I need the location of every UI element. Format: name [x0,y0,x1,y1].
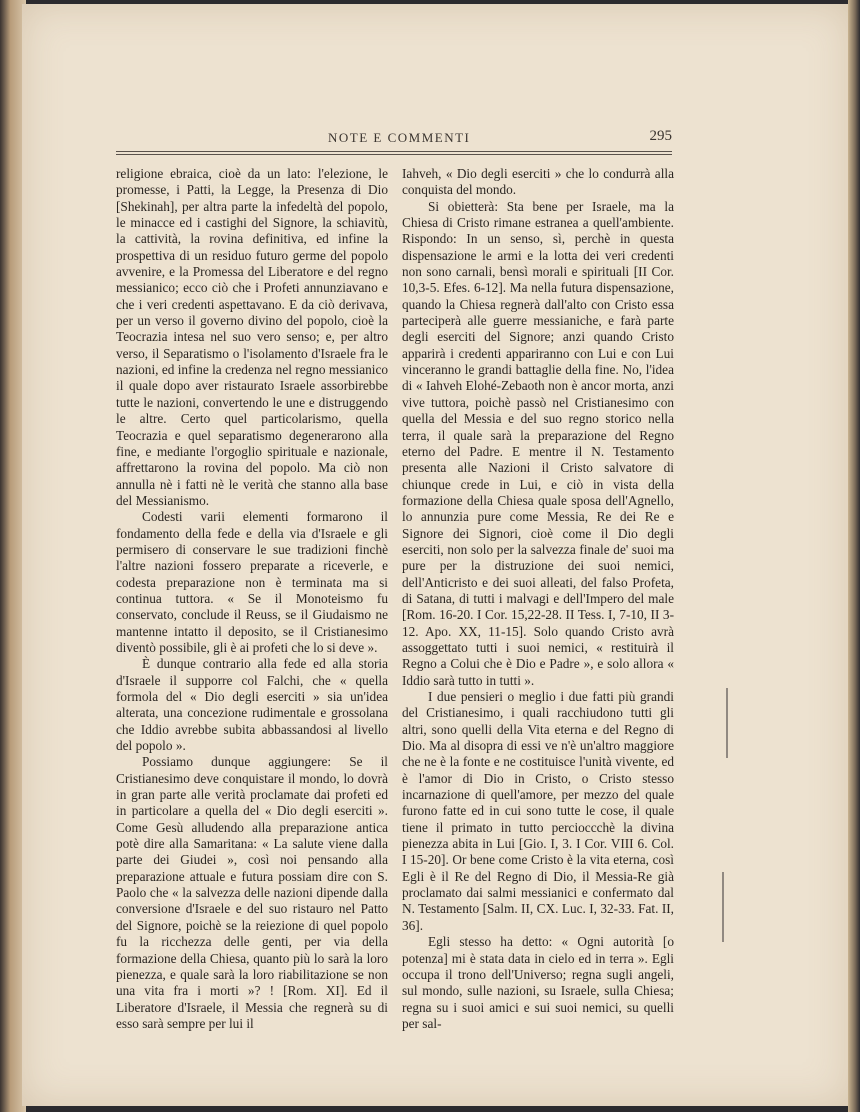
paragraph: È dunque contrario alla fede ed alla storia d'Israele il supporre col Falchi, che « quella formola del « Dio degli eserciti » sia un'idea alterata, una concezione rudimentale e grossolana che Iddio avrebbe subita abbassandosi al livello del popolo ». [116,656,388,754]
running-head [116,128,672,150]
paragraph: Possiamo dunque aggiungere: Se il Cristianesimo deve conquistare il mondo, lo dovrà in gran parte alle verità proclamate dai profeti ed in particolare a quella del « Dio degli eserciti ». Come Gesù alludendo alla preparazione antica potè dire alla Samaritana: « La salute viene dalla parte dei Giudei », così noi pensando alla preparazione attuale e futura possiam dire con S. Paolo che « la salvezza delle nazioni dipende dalla conversione d'Israele e del suo ristauro nel Patto del Signore, poichè se la reiezione di quel popolo fu la ricchezza delle genti, per via della formazione della Chiesa, quanto più lo sarà la loro pienezza, e quale sarà la loro riabilitazione se non una vita fra i morti »? ! [Rom. XI]. Ed il Liberatore d'Israele, il Messia che regnerà su di esso sarà sempre per lui il [116,754,388,1031]
paragraph: Egli stesso ha detto: « Ogni autorità [o potenza] mi è stata data in cielo ed in terra ». Egli occupa il trono dell'Universo; regna sugli angeli, sul mondo, sulle nazioni, su Israele, sulla Chiesa; regna su i suoi amici e sui suoi nemici, su quelli per sal- [402,934,674,1031]
paragraph: Codesti varii elementi formarono il fondamento della fede e della via d'Israele e gli permisero di conservare le sue tradizioni finchè l'altre nazioni fossero preparate a riceverle, e codesta preparazione non è terminata ma si continua tuttora. « Se il Monoteismo fu conservato, conclude il Reuss, se il Giudaismo ne mantenne intatto il deposito, se il Cristianesimo diventò possibile, gli è ai profeti che lo si deve ». [116,509,388,655]
right-column [402,166,674,1032]
page-edge [848,0,860,1112]
page-number: 295 [649,128,672,144]
paragraph: Si obietterà: Sta bene per Israele, ma la Chiesa di Cristo rimane estranea a quell'ambiente. Rispondo: In un senso, sì, perchè in questa dispensazione le armi e la lotta dei veri credenti non sono carnali, bensì morali e spirituali [II Cor. 10,3-5. Efes. 6-12]. Ma nella futura dispensazione, quando la Chiesa regnerà dall'alto con Cristo essa parteciperà alle guerre messianiche, e farà parte degli eserciti del Signore; anzi quando Cristo apparirà i credenti appariranno con Lui e con Lui vinceranno le grandi battaglie della fine. No, l'idea di « Iahveh Elohé-Zebaoth non è ancor morta, anzi vive tuttora, poichè passò nel Cristianesimo con quella del Messia e del suo regno storico nella terra, il quale sarà la preparazione del Regno eterno del Padre. E mentre il N. Testamento presenta alle Nazioni il Cristo salvatore di chiunque crede in Lui, e ciò in vista della formazione della Chiesa quale sposa dell'Agnello, lo annunzia pure come Messia, Re dei Re e Signore dei Signori, cioè come il Dio degli eserciti, non solo per la salvezza finale de' suoi ma pure per la distruzione dei suoi nemici, dell'Anticristo e dei suoi alleati, del falso Profeta, di Satana, di tutti i malvagi e dell'Impero del male [Rom. 16-20. I Cor. 15,22-28. II Tess. I, 7-10, II 3-12. Apo. XX, 11-15]. Solo quando Cristo avrà assoggettato tutti i suoi nemici, « restituirà il Regno a Colui che è Dio e Padre », e solo allora « Iddio sarà tutto in tutti ». [402,198,674,688]
running-head-title: NOTE E COMMENTI [328,130,471,145]
pencil-mark [726,688,728,758]
header-rule-top [116,151,672,152]
left-column [116,166,388,1032]
paragraph: religione ebraica, cioè da un lato: l'elezione, le promesse, i Patti, la Legge, la Presenza di Dio [Shekinah], per altra parte la infedeltà del popolo, le minacce ed i castighi del Signore, la schiavitù, la cattività, la rovina definitiva, ed infine la prospettiva di un residuo futuro germe del popolo avvenire, e la Promessa del Liberatore e del regno messianico; ecco ciò che i Profeti annunziavano e che i veri credenti aspettavano. E da ciò derivava, per un verso il governo divino del popolo, cioè la Teocrazia intesa nel suo vero senso; e, per altro verso, il Separatismo o l'isolamento d'Israele fra le nazioni, ed infine la credenza nel regno messianico il quale dopo aver ristaurato Israele assorbirebbe tutte le nazioni, convertendo le une e distruggendo le altre. Certo quel particolarismo, quella Teocrazia e quel separatismo degenerarono alla fine, e mediante l'orgoglio spirituale e nazionale, affrettarono la rovina del popolo. Ma ciò non annulla nè i fatti nè le verità che stanno alla base del Messianismo. [116,166,388,508]
paragraph: Iahveh, « Dio degli eserciti » che lo condurrà alla conquista del mondo. [402,166,674,198]
pencil-mark [722,872,724,942]
paragraph: I due pensieri o meglio i due fatti più grandi del Cristianesimo, i quali racchiudono tutti gli altri, sono quelli della Vita eterna e del Regno di Dio. Ma al disopra di essi ve n'è un'altro maggiore che ne è la fonte e ne costituisce l'unità vivente, ed è l'amor di Dio in Cristo, o Cristo stesso incarnazione di quell'amore, per mezzo del quale furono fatte ed in cui sono tutte le cose, il quale tiene il primato in tutto percioccchè la divina pienezza abita in Lui [Gio. I, 3. I Cor. VIII 6. Col. I 15-20]. Or bene come Cristo è la vita eterna, così Egli è il Re del Regno di Dio, il Messia-Re già proclamato dai salmi messianici e confermato dal N. Testamento [Salm. II, CX. Luc. I, 32-33. Fat. II, 36]. [402,689,674,933]
header-rule-bottom [116,154,672,155]
